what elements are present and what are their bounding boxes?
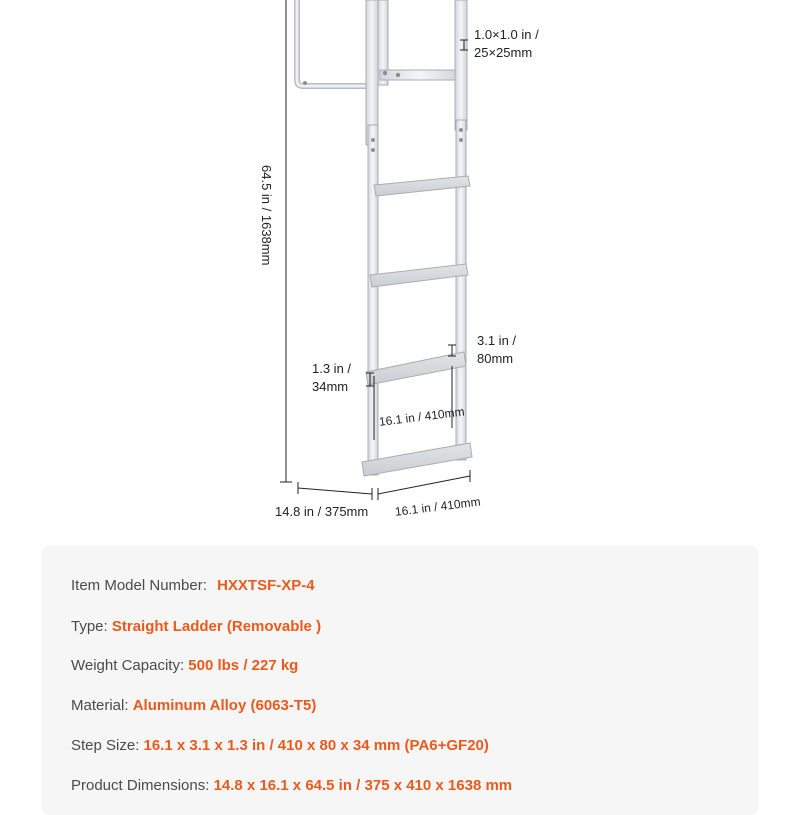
width-label: 16.1 in / 410mm: [394, 494, 482, 519]
spec-row-step-size: [71, 737, 489, 754]
ladder-step-3: [366, 352, 466, 385]
ladder-step-2: [370, 264, 468, 287]
spec-row-dimensions: [71, 777, 512, 794]
spec-label: Type:: [71, 618, 108, 635]
spec-row-model: [71, 577, 315, 594]
spec-card: [41, 545, 759, 815]
height-label: 64.5 in / 1638mm: [259, 165, 274, 266]
step-thickness-label: 1.3 in / 34mm: [312, 361, 352, 394]
spec-value: 16.1 x 3.1 x 1.3 in / 410 x 80 x 34 mm (PA6+GF20): [143, 737, 489, 754]
spec-label: Product Dimensions:: [71, 777, 210, 794]
spec-label: Item Model Number:: [71, 577, 207, 594]
step-width-inner-label: 16.1 in / 410mm: [378, 404, 466, 429]
spec-label: Step Size:: [71, 737, 140, 754]
tube-size-label: 1.0×1.0 in / 25×25mm: [474, 27, 539, 60]
spec-row-material: [71, 697, 316, 714]
depth-label: 14.8 in / 375mm: [275, 504, 369, 519]
spec-label: Weight Capacity:: [71, 657, 185, 674]
spec-row-type: [71, 618, 321, 635]
right-handrail: [378, 0, 467, 130]
spec-value: 500 lbs / 227 kg: [188, 657, 299, 674]
left-handrail: [297, 0, 378, 145]
spec-value: Straight Ladder (Removable ): [111, 618, 322, 635]
spec-row-weight: [71, 657, 298, 674]
spec-value: Aluminum Alloy (6063-T5): [132, 697, 317, 714]
spec-label: Material:: [71, 697, 129, 714]
step-depth-label: 3.1 in / 80mm: [477, 333, 517, 366]
spec-value: 14.8 x 16.1 x 64.5 in / 375 x 410 x 1638 mm: [213, 777, 513, 794]
spec-value: HXXTSF-XP-4: [217, 577, 315, 594]
